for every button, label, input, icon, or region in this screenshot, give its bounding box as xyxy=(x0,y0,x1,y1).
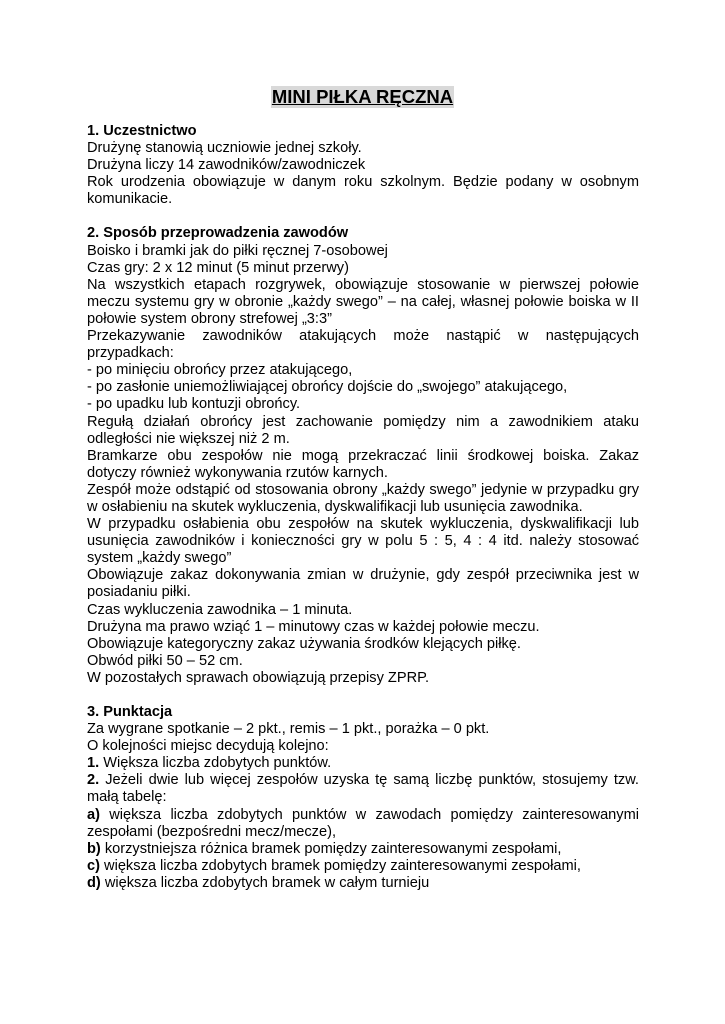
paragraph: Czas wykluczenia zawodnika – 1 minuta. xyxy=(87,601,353,618)
ranking-rule-d xyxy=(87,875,639,892)
paragraph: Czas gry: 2 x 12 minut (5 minut przerwy) xyxy=(87,259,349,276)
rule-text: większa liczba zdobytych punktów w zawodach pomiędzy zainteresowanymi zespołami (bezpośredni mecz/mecze), xyxy=(87,806,639,840)
rule-letter: b) xyxy=(87,840,101,857)
rule-text: korzystniejsza różnica bramek pomiędzy zainteresowanymi zespołami, xyxy=(100,840,562,857)
paragraph: Na wszystkich etapach rozgrywek, obowiązuje stosowanie w pierwszej połowie meczu systemu gry w obronie „każdy swego” – na całej, własnej połowie boiska w II połowie system obrony strefowej „3:3” xyxy=(87,276,639,327)
paragraph: Drużynę stanowią uczniowie jednej szkoły. xyxy=(87,140,362,157)
document-body xyxy=(87,123,639,892)
rule-letter: a) xyxy=(87,806,100,823)
title-wrapper xyxy=(0,86,725,108)
list-item: - po minięciu obrońcy przez atakującego, xyxy=(87,362,353,379)
paragraph: Obowiązuje zakaz dokonywania zmian w drużynie, gdy zespół przeciwnika jest w posiadaniu piłki. xyxy=(87,567,639,601)
document-title: MINI PIŁKA RĘCZNA xyxy=(271,86,454,107)
list-item: - po upadku lub kontuzji obrońcy. xyxy=(87,396,301,413)
paragraph: Drużyna ma prawo wziąć 1 – minutowy czas w każdej połowie meczu. xyxy=(87,618,540,635)
section-2-heading: 2. Sposób przeprowadzenia zawodów xyxy=(87,225,349,242)
paragraph: Obowiązuje kategoryczny zakaz używania środków klejących piłkę. xyxy=(87,635,521,652)
rule-number: 2. xyxy=(87,772,100,789)
paragraph: Regułą działań obrońcy jest zachowanie pomiędzy nim a zawodnikiem ataku odległości nie większej niż 2 m. xyxy=(87,413,639,447)
paragraph: Obwód piłki 50 – 52 cm. xyxy=(87,652,243,669)
ranking-rule-b xyxy=(87,841,639,858)
ranking-rule-c xyxy=(87,858,639,875)
paragraph: W przypadku osłabienia obu zespołów na skutek wykluczenia, dyskwalifikacji lub usunięcia zawodników i konieczności gry w polu 5 : 5, 4 : 4 itd. należy stosować system „każdy swego” xyxy=(87,516,639,567)
ranking-rule-a xyxy=(87,807,639,841)
paragraph: W pozostałych sprawach obowiązują przepisy ZPRP. xyxy=(87,669,430,686)
paragraph: Przekazywanie zawodników atakujących może nastąpić w następujących przypadkach: xyxy=(87,328,639,362)
rule-text: większa liczba zdobytych bramek pomiędzy zainteresowanymi zespołami, xyxy=(99,857,581,874)
paragraph: Bramkarze obu zespołów nie mogą przekraczać linii środkowej boiska. Zakaz dotyczy również wykonywania rzutów karnych. xyxy=(87,447,639,481)
spacer xyxy=(87,208,639,225)
paragraph: Rok urodzenia obowiązuje w danym roku szkolnym. Będzie podany w osobnym komunikacie. xyxy=(87,174,639,208)
section-3-heading: 3. Punktacja xyxy=(87,704,173,720)
rule-number: 1. xyxy=(87,755,100,772)
section-1-heading: 1. Uczestnictwo xyxy=(87,123,197,139)
ranking-rule-2 xyxy=(87,772,639,806)
rule-text: większa liczba zdobytych bramek w całym turnieju xyxy=(100,874,430,891)
paragraph: Drużyna liczy 14 zawodników/zawodniczek xyxy=(87,157,366,174)
spacer xyxy=(87,687,639,704)
rule-letter: d) xyxy=(87,874,101,891)
paragraph: Zespół może odstąpić od stosowania obrony „każdy swego” jedynie w przypadku gry w osłabieniu na skutek wykluczenia, dyskwalifikacji lub usunięcia zawodnika. xyxy=(87,481,639,515)
list-item: - po zasłonie uniemożliwiającej obrońcy dojście do „swojego” atakującego, xyxy=(87,379,568,396)
rule-text: Większa liczba zdobytych punktów. xyxy=(99,755,332,772)
rule-text: Jeżeli dwie lub więcej zespołów uzyska tę samą liczbę punktów, stosujemy tzw. małą tabelę: xyxy=(87,772,639,806)
paragraph: Za wygrane spotkanie – 2 pkt., remis – 1 pkt., porażka – 0 pkt. xyxy=(87,721,490,738)
paragraph: Boisko i bramki jak do piłki ręcznej 7-osobowej xyxy=(87,242,388,259)
paragraph: O kolejności miejsc decydują kolejno: xyxy=(87,738,329,755)
ranking-rule-1 xyxy=(87,755,639,772)
rule-letter: c) xyxy=(87,857,100,874)
